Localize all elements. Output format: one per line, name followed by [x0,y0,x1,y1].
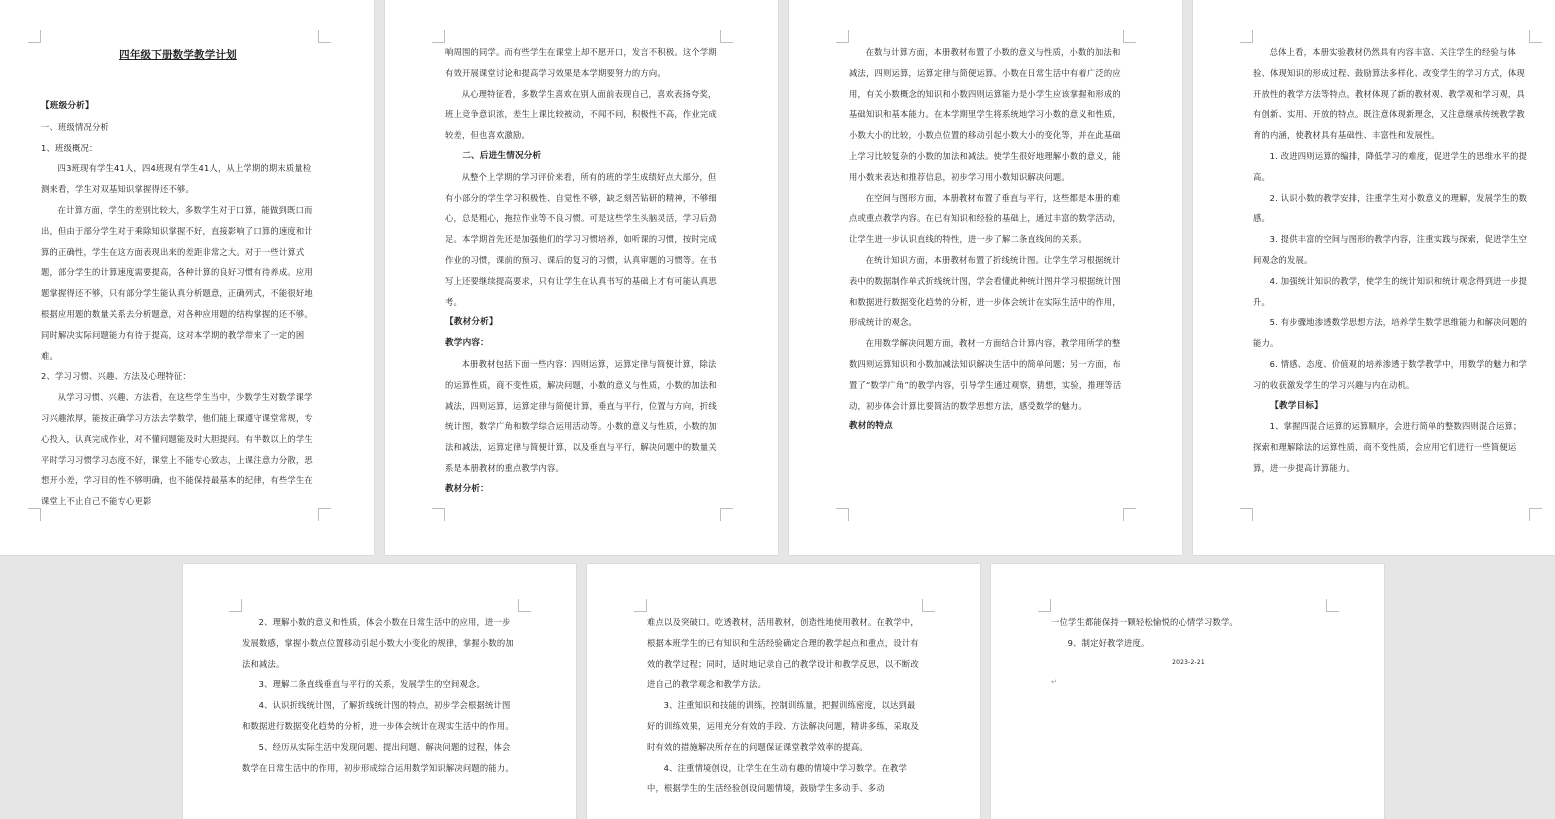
margin-corner-mark [1529,508,1542,521]
paragraph: 在数与计算方面，本册教材布置了小数的意义与性质，小数的加法和减法，四则运算，运算定律与简便运算。小数在日常生活中有着广泛的应用，有关小数概念的知识和小数四则运算能力是小学生应该掌握和形成的基础知识和基本能力。在本学期里学生将系统地学习小数的意义和性质，小数大小的比较，小数点位置的移动引起小数大小的变化等，并在此基础上学习比较复杂的小数的加法和减法。使学生很好地理解小数的意义，能用小数来表达和推荐信息，初步学习用小数知识解决问题。 [849,47,1121,182]
margin-corner-mark [720,30,733,43]
paragraph: 从整个上学期的学习评价来看，所有的班的学生成绩好点大部分，但有小部分的学生学习积极性、自觉性不够，缺乏刻苦钻研的精神，不够细心，总是粗心，拖拉作业等不良习惯。可是这些学生头脑灵活，学习后劲足。本学期首先还是加强他们的学习习惯培养，如听课的习惯，按时完成作业的习惯，课前的预习、课后的复习的习惯，认真审题的习惯等。在书写上还要继续提高要求，只有让学生在认真书写的基础上才有可能认真思考。 [445,171,717,307]
paragraph: 在用数学解决问题方面，教材一方面结合计算内容，教学用所学的整数四则运算知识和小数加减法知识解决生活中的简单问题；另一方面，布置了“数学广角”的教学内容，引导学生通过观察，猜想，实验，推理等活动，初步体会计算比要简洁的数学思想方法，感受数学的魅力。 [849,338,1122,411]
margin-corner-mark [318,508,331,521]
paragraph: 难点以及突破口。吃透教材，活用教材，创造性地使用教材。在教学中，根据本班学生的已有知识和生活经验确定合理的教学起点和重点，设计有效的教学过程；同时，适时地记录自己的教学设计和教学反思，以不断改进自己的教学观念和教学方法。 [647,617,919,690]
document-page-3 [789,0,1182,555]
list-item: 1、掌握四混合运算的运算顺序，会进行简单的整数四则混合运算；探索和理解除法的运算性质，商不变性质，会应用它们进行一些简便运算，进一步提高计算能力。 [1253,421,1522,473]
paragraph: 响周围的同学。而有些学生在课堂上却不愿开口，发言不积极。这个学期有效开展课堂讨论和提高学习效果是本学期要努力的方向。 [445,47,717,78]
list-item: 2. 认识小数的教学安排，注重学生对小数意义的理解，发展学生的数感。 [1253,192,1528,224]
section-heading: 教学内容： [445,338,489,349]
margin-corner-mark [518,599,531,612]
document-page-6 [587,564,980,819]
section-heading: 【教学目标】 [1270,400,1323,411]
list-item: 4、认识折线统计图，了解折线统计图的特点，初步学会根据统计图和数据进行数据变化趋势的分析，进一步体会统计在现实生活中的作用。 [242,700,514,731]
list-item: 3、注重知识和技能的训练，控制训练量，把握训练密度，以达到最好的训练效果，运用充分有效的手段、方法解决问题，精讲多练，采取及时有效的措施解决所存在的问题保证课堂教学效率的提高。 [647,700,919,752]
page-content[interactable] [1051,612,1326,692]
document-page-1 [0,0,374,555]
list-item: 5. 有步骤地渗透数学思想方法，培养学生数学思维能力和解决问题的能力。 [1253,317,1528,349]
margin-corner-mark [28,508,41,521]
margin-corner-mark [922,599,935,612]
paragraph: 在统计知识方面，本册教材布置了折线统计图。让学生学习根据统计表中的数据制作单式折线统计图，学会看懂此种统计图并学习根据统计图和数据进行数据变化趋势的分析，进一步体会统计在实际生活中的作用，形成统计的观念。 [849,254,1121,328]
section-heading: 【班级分析】 [41,101,94,111]
list-item: 5、经历从实际生活中发现问题、提出问题、解决问题的过程，体会数学在日常生活中的作用，初步形成综合运用数学知识解决问题的能力。 [242,741,514,773]
list-item: 1. 改进四则运算的编排，降低学习的难度，促进学生的思维水平的提高。 [1253,150,1528,182]
margin-corner-mark [1038,599,1051,612]
margin-corner-mark [1529,30,1542,43]
margin-corner-mark [229,599,242,612]
page-content[interactable] [41,36,315,512]
page-content[interactable] [1253,42,1529,479]
paragraph: 四3班现有学生41人，四4班现有学生41人，从上学期的期末质量检测来看，学生对双基知识掌握得还不够。 [41,163,312,195]
margin-corner-mark [432,508,445,521]
margin-corner-mark [836,508,849,521]
document-page-2 [385,0,778,555]
paragraph: 2、学习习惯、兴趣、方法及心理特征： [41,371,191,382]
paragraph: 一、班级情况分析 [41,121,109,132]
document-page-4 [1193,0,1555,555]
margin-corner-mark [1123,30,1136,43]
margin-corner-mark [1240,30,1253,43]
section-heading: 【教材分析】 [445,317,498,328]
page-content[interactable] [445,42,718,500]
margin-corner-mark [1123,508,1136,521]
paragraph-mark: ↵ [1051,677,1058,686]
margin-corner-mark [720,508,733,521]
list-item: 4. 加强统计知识的教学，使学生的统计知识和统计观念得到进一步提升。 [1253,275,1528,307]
margin-corner-mark [28,30,41,43]
page-content[interactable] [849,42,1122,437]
paragraph: 在空间与图形方面，本册教材布置了垂直与平行，这些都是本册的难点或重点教学内容。在已有知识和经验的基础上，通过丰富的数学活动，让学生进一步认识直线的特性，进一步了解二条直线间的关系。 [849,192,1121,245]
margin-corner-mark [318,30,331,43]
paragraph: 1、班级概况： [41,142,98,153]
paragraph: 一位学生都能保持一颗轻松愉悦的心情学习数学。 [1051,617,1238,627]
section-heading: 教材的特点 [849,421,893,432]
page-content[interactable] [242,612,518,778]
document-title: 四年级下册数学教学计划 [119,49,237,61]
document-date: 2023-2-21 [1172,658,1205,666]
list-item: 3、理解二条直线垂直与平行的关系，发展学生的空间观念。 [258,679,485,690]
list-item: 4、注重情境创设，让学生在生动有趣的情境中学习数学。在教学中，根据学生的生活经验创设问题情境，鼓励学生多动手、多动 [647,762,907,794]
paragraph: 在计算方面，学生的差别比较大，多数学生对于口算，能做到既口而出，但由于部分学生对于乘除知识掌握不好，直接影响了口算的速度和计算的正确性，学生在这方面表现出来的差距非常之大。对于一些计算式题，部分学生的计算速度需要提高，各种计算的良好习惯有待养成。应用题掌握得还不够，只有部分学生能认真分析题意，正确列式，不能很好地根据应用题的数量关系去分析题意，对各种应用题的结构掌握的还不够。同时解决实际问题能力有待于提高，这对本学期的教学带来了一定的困难。 [41,204,313,361]
margin-corner-mark [836,30,849,43]
list-item: 2、理解小数的意义和性质，体会小数在日常生活中的应用，进一步发展数感，掌握小数点位置移动引起小数大小变化的规律，掌握小数的加法和减法。 [242,617,514,669]
margin-corner-mark [432,30,445,43]
paragraph: 从学习习惯、兴趣、方法看，在这些学生当中，少数学生对数学课学习兴趣浓厚，能按正确学习方法去学数学，他们能上课遵守课堂常规，专心投入，认真完成作业，对不懂问题能及时大胆提问。有半数以上的学生平时学习习惯学习态度不好，课堂上不能专心致志，上课注意力分散，思想开小差，学习目的性不够明确，也不能保持最基本的纪律，有些学生在课堂上不止自己不能专心更影 [41,392,313,507]
section-heading: 教材分析： [445,483,489,494]
document-page-7 [991,564,1384,819]
margin-corner-mark [1240,508,1253,521]
margin-corner-mark [634,599,647,612]
paragraph: 总体上看，本册实验教材仍然具有内容丰富、关注学生的经验与体验、体现知识的形成过程、鼓励算法多样化、改变学生的学习方式，体现开放性的教学方法等特点。教材体现了新的教材观、教学观和学习观，具有创新、实用、开放的特点。既注意体现新理念，又注意继承传统教学教育的内涵，使教材具有基础性、丰富性和发展性。 [1253,47,1525,141]
list-item: 9、制定好教学进度。 [1067,637,1150,648]
margin-corner-mark [1326,599,1339,612]
list-item: 3. 提供丰富的空间与图形的教学内容，注重实践与探索，促进学生空间观念的发展。 [1253,234,1528,265]
list-item: 6. 情感、态度、价值观的培养渗透于数学教学中，用数学的魅力和学习的收获激发学生的学习兴趣与内在动机。 [1253,358,1528,390]
paragraph: 从心理特征看，多数学生喜欢在别人面前表现自己，喜欢表扬夸奖，班上竞争意识浓，差生上课比较被动，不闻不问，积极性不高，作业完成较差，但也喜欢激励。 [445,88,717,141]
section-heading: 二、后进生情况分析 [462,150,542,161]
document-page-5 [183,564,576,819]
page-content[interactable] [647,612,922,799]
paragraph: 本册教材包括下面一些内容：四则运算，运算定律与简便计算，除法的运算性质，商不变性质，解决问题，小数的意义与性质，小数的加法和减法，四则运算，运算定律与简便计算，垂直与平行，位置与方向，折线统计图，数学广角和数学综合运用活动等。小数的意义与性质，小数的加法和减法，运算定律与简便计算，以及垂直与平行，解决问题中的数量关系是本册教材的重点教学内容。 [445,358,717,473]
